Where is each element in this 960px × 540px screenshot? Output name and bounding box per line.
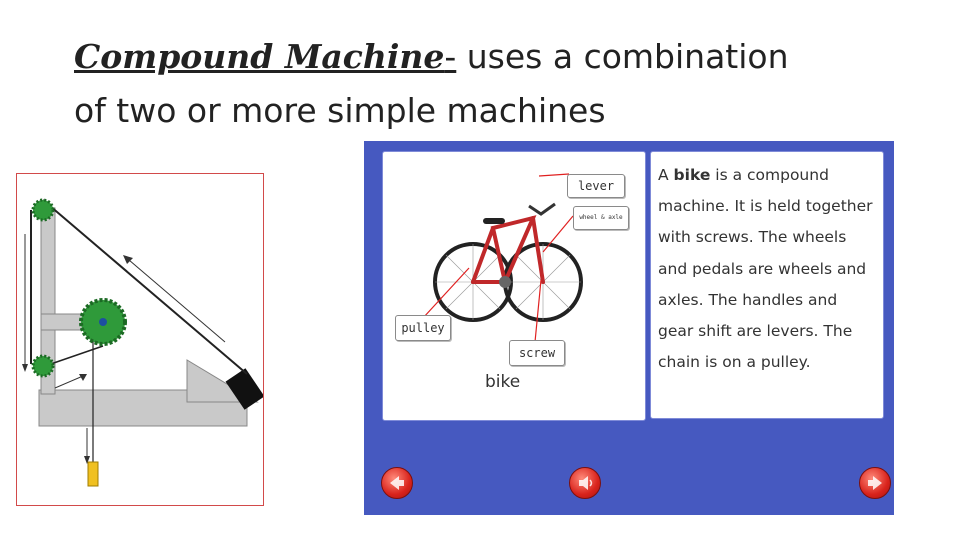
callout-screw: screw [509, 340, 565, 366]
forward-arrow-icon [860, 468, 890, 498]
pulley-incline-diagram [16, 173, 264, 506]
description-rest: is a compound machine. It is held together with screws. The wheels and pedals are wheels and axles. The handles and gear shift are levers. The chain is on a pulley. [658, 166, 873, 372]
title-term: Compound Machine [74, 37, 445, 76]
bike-lesson-panel [364, 141, 894, 515]
bike-illustration-card [382, 151, 646, 421]
slide-title [74, 30, 934, 138]
back-arrow-icon [382, 468, 412, 498]
title-definition-1: uses a combination [456, 37, 789, 76]
back-button[interactable] [381, 467, 413, 499]
sound-button[interactable] [569, 467, 601, 499]
title-definition-2: of two or more simple machines [74, 91, 606, 130]
speaker-icon [570, 468, 600, 498]
callout-pulley: pulley [395, 315, 451, 341]
bike-description [650, 151, 884, 419]
title-dash: - [444, 37, 457, 76]
callout-lever: lever [567, 174, 625, 198]
description-bold: bike [673, 166, 711, 184]
description-prefix: A [658, 166, 674, 184]
bike-caption: bike [485, 372, 521, 392]
callout-wheel-axle: wheel & axle [573, 206, 629, 230]
forward-button[interactable] [859, 467, 891, 499]
